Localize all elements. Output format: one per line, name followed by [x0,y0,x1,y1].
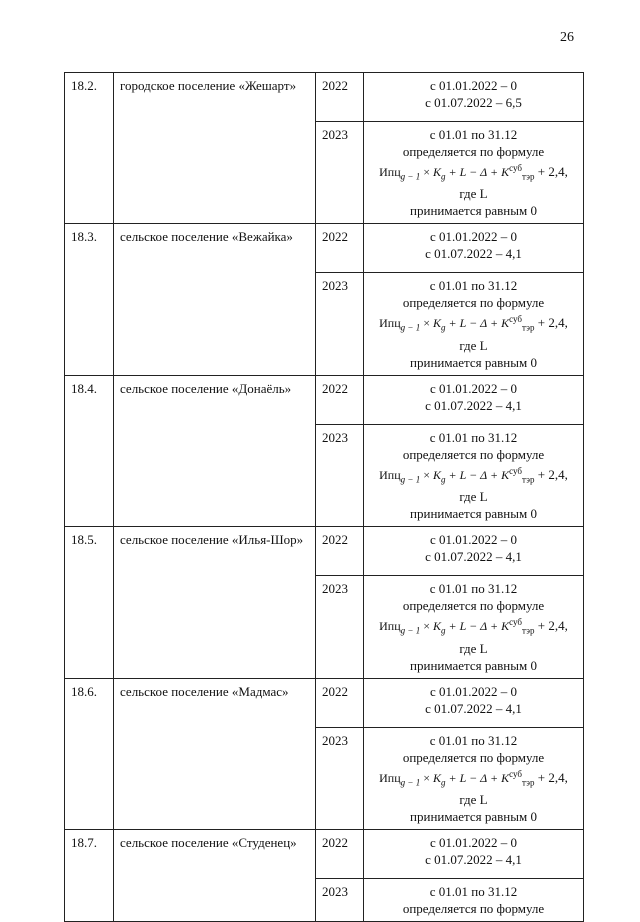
value-line: определяется по формуле [402,295,545,311]
entry-number: 18.7. [65,829,114,921]
value-cell [364,122,584,224]
year-cell: 2023 [316,273,364,375]
year-cell: 2023 [316,878,364,921]
formula: $Ипц_{g - 1} \times K_g + L - \Delta + K^{суб}_{тэр} + 2,4$, где L [379,768,568,807]
value-line: с 01.01 по 31.12 [429,429,518,445]
value-line: с 01.01 по 31.12 [429,581,518,597]
value-line: с 01.01.2022 – 0 [429,380,518,396]
table-row [65,375,584,424]
entry-number: 18.2. [65,73,114,224]
value-line: принимается равным 0 [410,354,537,370]
value-line: с 01.07.2022 – 4,1 [425,851,522,867]
entry-number: 18.4. [65,375,114,526]
year-cell: 2022 [316,73,364,122]
value-cell [364,829,584,878]
value-line: с 01.07.2022 – 4,1 [425,397,522,413]
settlement-name: сельское поселение «Илья-Шор» [114,527,316,678]
value-line: с 01.01.2022 – 0 [429,532,518,548]
value-line: с 01.01.2022 – 0 [429,78,518,93]
year-cell: 2023 [316,727,364,829]
year-cell: 2022 [316,829,364,878]
value-cell [364,527,584,576]
value-line: определяется по формуле [402,900,545,916]
table-row [65,678,584,727]
value-cell [364,273,584,375]
value-cell [364,224,584,273]
value-cell [364,375,584,424]
value-line: с 01.07.2022 – 4,1 [425,246,522,262]
formula: $Ипц_{g - 1} \times K_g + L - \Delta + K^{суб}_{тэр} + 2,4$, где L [379,465,568,505]
value-line: с 01.01 по 31.12 [429,883,518,899]
page-number: 26 [560,30,574,45]
value-line: с 01.07.2022 – 4,1 [425,549,522,565]
table-row [65,73,584,122]
settlement-name: городское поселение «Жешарт» [114,73,316,224]
year-cell: 2023 [316,424,364,526]
settlement-name: сельское поселение «Вежайка» [114,224,316,375]
entry-number: 18.5. [65,527,114,678]
value-line: с 01.01 по 31.12 [429,127,518,142]
settlement-name: сельское поселение «Студенец» [114,829,316,921]
value-cell [364,576,584,678]
value-line: с 01.07.2022 – 6,5 [425,95,522,110]
entry-number: 18.6. [65,678,114,829]
value-line: принимается равным 0 [410,203,537,219]
value-line: принимается равным 0 [410,506,537,522]
value-line: с 01.01 по 31.12 [429,732,518,748]
value-line: определяется по формуле [402,446,545,462]
year-cell: 2022 [316,224,364,273]
year-cell: 2022 [316,678,364,727]
value-line: определяется по формуле [402,598,545,614]
value-line: принимается равным 0 [410,657,537,673]
value-line: определяется по формуле [402,144,545,159]
value-line: с 01.07.2022 – 4,1 [425,700,522,716]
year-cell: 2023 [316,122,364,224]
value-line: определяется по формуле [402,749,545,765]
value-line: с 01.01.2022 – 0 [429,229,518,245]
settlements-table [64,72,584,922]
year-cell: 2022 [316,527,364,576]
value-cell [364,727,584,829]
table-row [65,224,584,273]
formula: $Ипц_{g - 1} \times K_g + L - \Delta + K^{суб}_{тэр} + 2,4$, где L [379,617,568,656]
value-line: с 01.01.2022 – 0 [429,683,518,699]
settlement-name: сельское поселение «Донаёль» [114,375,316,526]
formula: $Ипц_{g - 1} \times K_g + L - \Delta + K^{суб}_{тэр} + 2,4$, где L [379,163,568,202]
value-cell [364,73,584,122]
value-line: с 01.01 по 31.12 [429,278,518,294]
value-line: с 01.01.2022 – 0 [429,834,518,850]
year-cell: 2022 [316,375,364,424]
year-cell: 2023 [316,576,364,678]
table-row [65,527,584,576]
table-row [65,829,584,878]
value-cell [364,678,584,727]
value-line: принимается равным 0 [410,808,537,824]
settlement-name: сельское поселение «Мадмас» [114,678,316,829]
value-cell [364,878,584,921]
formula: $Ипц_{g - 1} \times K_g + L - \Delta + K^{суб}_{тэр} + 2,4$, где L [379,314,568,353]
value-cell [364,424,584,526]
entry-number: 18.3. [65,224,114,375]
